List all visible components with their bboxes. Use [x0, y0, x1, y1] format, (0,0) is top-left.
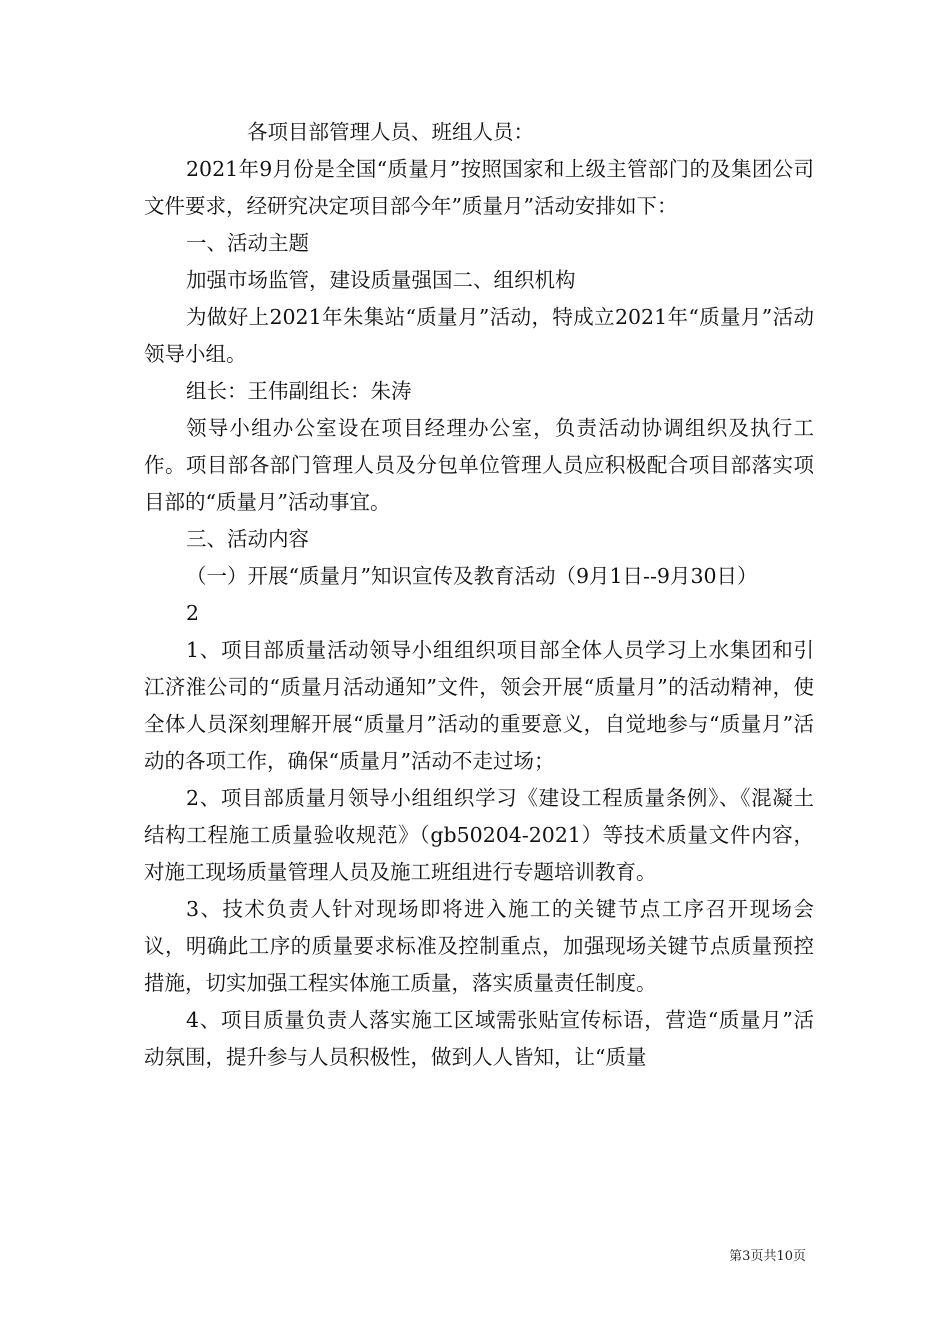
intro-paragraph: 2021年9月份是全国“质量月”按照国家和上级主管部门的及集团公司文件要求，经研究决定项目部今年”质量月”活动安排如下：: [144, 157, 814, 218]
document-body: [144, 114, 814, 1076]
section-heading-theme: 一、活动主题: [186, 231, 309, 255]
org-intro-paragraph: 为做好上2021年朱集站“质量月”活动，特成立2021年“质量月”活动领导小组。: [144, 305, 814, 366]
salutation: 各项目部管理人员、班组人员：: [247, 120, 534, 144]
list-item-1: 1、项目部质量活动领导小组组织项目部全体人员学习上水集团和引江济淮公司的“质量月活动通知”文件，领会开展“质量月”的活动精神，使全体人员深刻理解开展“质量月”活动的重要意义，自觉地参与“质量月”活动的各项工作，确保“质量月”活动不走过场；: [144, 638, 814, 773]
list-item-2: 2、项目部质量月领导小组组织学习《建设工程质量条例》、《混凝土结构工程施工质量验收规范》（gb50204-2021）等技术质量文件内容，对施工现场质量管理人员及施工班组进行专题培训教育。: [144, 786, 814, 884]
list-item-4: 4、项目质量负责人落实施工区域需张贴宣传标语，营造“质量月”活动氛围，提升参与人员积极性，做到人人皆知，让“质量: [144, 1008, 814, 1069]
office-paragraph: 领导小组办公室设在项目经理办公室，负责活动协调组织及执行工作。项目部各部门管理人员及分包单位管理人员应积极配合项目部落实项目部的“质量月”活动事宜。: [144, 416, 814, 514]
section-heading-content: 三、活动内容: [186, 527, 309, 551]
list-item-3: 3、技术负责人针对现场即将进入施工的关键节点工序召开现场会议，明确此工序的质量要求标准及控制重点，加强现场关键节点质量预控措施，切实加强工程实体施工质量，落实质量责任制度。: [144, 897, 814, 995]
subsection-heading: （一）开展“质量月”知识宣传及教育活动（9月1日--9月30日）: [186, 564, 758, 588]
theme-paragraph: 加强市场监管，建设质量强国二、组织机构: [186, 268, 576, 292]
page-marker: 2: [186, 601, 200, 625]
leaders-paragraph: 组长：王伟副组长：朱涛: [186, 379, 412, 403]
page-footer: 第3页共10页: [729, 1249, 806, 1264]
